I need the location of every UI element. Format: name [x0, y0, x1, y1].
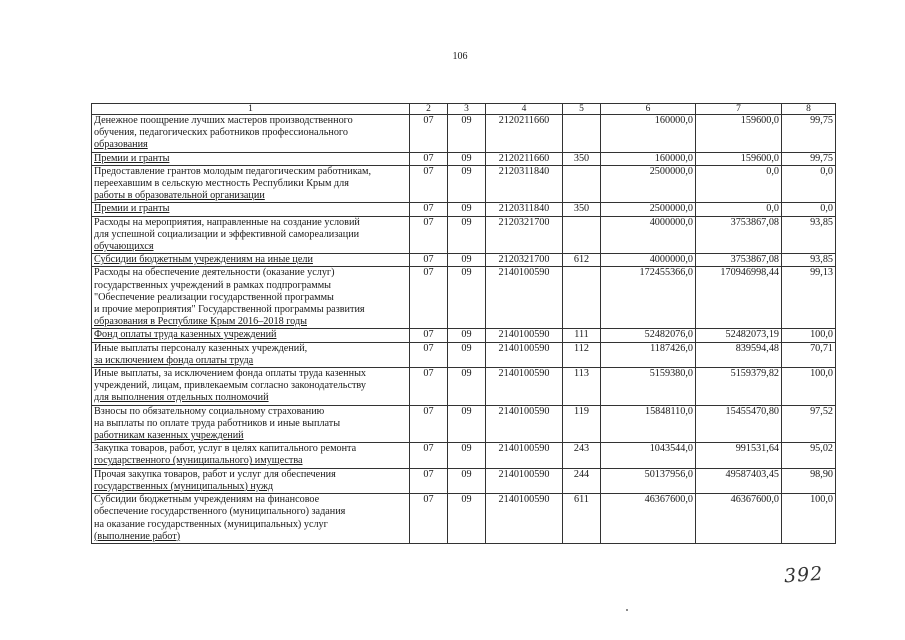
actual-amount: 3753867,08 [696, 254, 782, 267]
subsection-code: 09 [448, 152, 486, 165]
planned-amount: 1043544,0 [601, 443, 696, 468]
section-code: 07 [410, 329, 448, 342]
subsection-code: 09 [448, 405, 486, 443]
execution-percent: 99,13 [782, 267, 836, 329]
column-header: 4 [486, 104, 563, 115]
description-line: "Обеспечение реализации государственной программы [94, 291, 334, 303]
description-line: образования [94, 139, 148, 151]
description-line: обучения, педагогических работников профессионального [94, 127, 348, 139]
description-line: Взносы по обязательному социальному страхованию [94, 405, 325, 417]
column-header: 8 [782, 104, 836, 115]
section-code: 07 [410, 468, 448, 493]
table-row [92, 405, 836, 443]
execution-percent: 70,71 [782, 342, 836, 367]
row-description [92, 494, 410, 544]
subsection-code: 09 [448, 342, 486, 367]
table-row [92, 267, 836, 329]
description-line: переехавшим в сельскую местность Республики Крым для [94, 178, 349, 190]
column-header: 3 [448, 104, 486, 115]
table-row [92, 368, 836, 406]
row-description [92, 468, 410, 493]
planned-amount: 50137956,0 [601, 468, 696, 493]
actual-amount: 5159379,82 [696, 368, 782, 406]
description-line: Расходы на обеспечение деятельности (оказание услуг) [94, 267, 335, 279]
subsection-code: 09 [448, 165, 486, 203]
description-line: Премии и гранты [94, 152, 170, 164]
description-line: Субсидии бюджетным учреждениям на иные цели [94, 254, 313, 266]
execution-percent: 95,02 [782, 443, 836, 468]
expense-type-code: 350 [563, 152, 601, 165]
row-description [92, 443, 410, 468]
description-line: государственных (муниципальных) нужд [94, 480, 274, 492]
expense-type-code [563, 267, 601, 329]
description-line: работы в образовательной организации [94, 190, 265, 202]
description-line: Расходы на мероприятия, направленные на создание условий [94, 216, 360, 228]
row-description [92, 254, 410, 267]
description-line: Иные выплаты, за исключением фонда оплаты труда казенных [94, 368, 367, 380]
subsection-code: 09 [448, 368, 486, 406]
target-article-code: 2140100590 [486, 267, 563, 329]
subsection-code: 09 [448, 203, 486, 216]
execution-percent: 100,0 [782, 368, 836, 406]
actual-amount: 159600,0 [696, 152, 782, 165]
row-description [92, 405, 410, 443]
target-article-code: 2120311840 [486, 165, 563, 203]
execution-percent: 99,75 [782, 152, 836, 165]
page-number: 106 [452, 51, 468, 62]
description-line: Премии и гранты [94, 203, 170, 215]
description-line: образования в Республике Крым 2016–2018 годы [94, 316, 307, 328]
expense-type-code: 119 [563, 405, 601, 443]
execution-percent: 93,85 [782, 254, 836, 267]
description-line: за исключением фонда оплаты труда [94, 354, 254, 366]
planned-amount: 172455366,0 [601, 267, 696, 329]
table-row [92, 165, 836, 203]
expense-type-code: 111 [563, 329, 601, 342]
actual-amount: 159600,0 [696, 115, 782, 153]
description-line: обеспечение государственного (муниципального) задания [94, 506, 346, 518]
description-line: и прочие мероприятия" Государственной программы развития [94, 304, 365, 316]
execution-percent: 0,0 [782, 203, 836, 216]
actual-amount: 0,0 [696, 165, 782, 203]
description-line: обучающихся [94, 241, 154, 253]
table-row [92, 329, 836, 342]
actual-amount: 46367600,0 [696, 494, 782, 544]
subsection-code: 09 [448, 254, 486, 267]
row-description [92, 342, 410, 367]
table-row [92, 115, 836, 153]
description-line: Фонд оплаты труда казенных учреждений [94, 329, 277, 341]
table-row [92, 216, 836, 254]
subsection-code: 09 [448, 468, 486, 493]
row-description [92, 152, 410, 165]
subsection-code: 09 [448, 494, 486, 544]
section-code: 07 [410, 152, 448, 165]
section-code: 07 [410, 368, 448, 406]
section-code: 07 [410, 165, 448, 203]
description-line: Иные выплаты персоналу казенных учреждений, [94, 342, 308, 354]
description-line: Закупка товаров, работ, услуг в целях капитального ремонта [94, 443, 357, 455]
execution-percent: 99,75 [782, 115, 836, 153]
subsection-code: 09 [448, 115, 486, 153]
target-article-code: 2140100590 [486, 494, 563, 544]
execution-percent: 0,0 [782, 165, 836, 203]
planned-amount: 160000,0 [601, 152, 696, 165]
row-description [92, 203, 410, 216]
description-line: Прочая закупка товаров, работ и услуг для обеспечения [94, 468, 336, 480]
actual-amount: 15455470,80 [696, 405, 782, 443]
description-line: для успешной социализации и эффективной самореализации [94, 228, 360, 240]
expense-type-code: 244 [563, 468, 601, 493]
row-description [92, 115, 410, 153]
table-row [92, 254, 836, 267]
execution-percent: 100,0 [782, 329, 836, 342]
planned-amount: 4000000,0 [601, 254, 696, 267]
target-article-code: 2140100590 [486, 443, 563, 468]
planned-amount: 4000000,0 [601, 216, 696, 254]
section-code: 07 [410, 216, 448, 254]
section-code: 07 [410, 203, 448, 216]
planned-amount: 15848110,0 [601, 405, 696, 443]
target-article-code: 2140100590 [486, 405, 563, 443]
handwritten-sheet-number: 392 [783, 562, 824, 588]
target-article-code: 2140100590 [486, 342, 563, 367]
column-header: 2 [410, 104, 448, 115]
description-line: для выполнения отдельных полномочий [94, 392, 269, 404]
row-description [92, 267, 410, 329]
expense-type-code [563, 216, 601, 254]
expense-type-code [563, 115, 601, 153]
target-article-code: 2140100590 [486, 368, 563, 406]
description-line: на выплаты по оплате труда работников и иные выплаты [94, 417, 341, 429]
table-row [92, 203, 836, 216]
actual-amount: 991531,64 [696, 443, 782, 468]
table-row [92, 468, 836, 493]
description-line: Денежное поощрение лучших мастеров производственного [94, 115, 353, 126]
execution-percent: 100,0 [782, 494, 836, 544]
column-header: 1 [92, 104, 410, 115]
table-row [92, 152, 836, 165]
description-line: учреждений, лицам, привлекаемым согласно законодательству [94, 380, 366, 392]
row-description [92, 329, 410, 342]
description-line: Субсидии бюджетным учреждениям на финансовое [94, 494, 320, 506]
section-code: 07 [410, 267, 448, 329]
budget-table [91, 103, 836, 544]
row-description [92, 216, 410, 254]
planned-amount: 1187426,0 [601, 342, 696, 367]
expense-type-code: 612 [563, 254, 601, 267]
subsection-code: 09 [448, 267, 486, 329]
actual-amount: 52482073,19 [696, 329, 782, 342]
target-article-code: 2120311840 [486, 203, 563, 216]
target-article-code: 2120321700 [486, 216, 563, 254]
row-description [92, 165, 410, 203]
expense-type-code: 611 [563, 494, 601, 544]
row-description [92, 368, 410, 406]
planned-amount: 2500000,0 [601, 203, 696, 216]
table-row [92, 342, 836, 367]
planned-amount: 160000,0 [601, 115, 696, 153]
expense-type-code: 350 [563, 203, 601, 216]
section-code: 07 [410, 115, 448, 153]
table-row [92, 494, 836, 544]
section-code: 07 [410, 405, 448, 443]
planned-amount: 2500000,0 [601, 165, 696, 203]
planned-amount: 52482076,0 [601, 329, 696, 342]
execution-percent: 93,85 [782, 216, 836, 254]
subsection-code: 09 [448, 216, 486, 254]
expense-type-code: 113 [563, 368, 601, 406]
column-header: 6 [601, 104, 696, 115]
expense-type-code: 243 [563, 443, 601, 468]
subsection-code: 09 [448, 443, 486, 468]
target-article-code: 2120211660 [486, 115, 563, 153]
column-header: 5 [563, 104, 601, 115]
description-line: Предоставление грантов молодым педагогическим работникам, [94, 165, 372, 177]
target-article-code: 2140100590 [486, 468, 563, 493]
planned-amount: 5159380,0 [601, 368, 696, 406]
description-line: государственных учреждений в рамках подпрограммы [94, 279, 332, 291]
actual-amount: 49587403,45 [696, 468, 782, 493]
table-row [92, 443, 836, 468]
section-code: 07 [410, 342, 448, 367]
expense-type-code [563, 165, 601, 203]
section-code: 07 [410, 443, 448, 468]
table-header-row [92, 104, 836, 115]
section-code: 07 [410, 254, 448, 267]
description-line: работникам казенных учреждений [94, 430, 244, 442]
description-line: на оказание государственных (муниципальных) услуг [94, 518, 328, 530]
actual-amount: 170946998,44 [696, 267, 782, 329]
execution-percent: 98,90 [782, 468, 836, 493]
expense-type-code: 112 [563, 342, 601, 367]
planned-amount: 46367600,0 [601, 494, 696, 544]
execution-percent: 97,52 [782, 405, 836, 443]
scan-dot [626, 609, 628, 611]
target-article-code: 2120321700 [486, 254, 563, 267]
actual-amount: 839594,48 [696, 342, 782, 367]
section-code: 07 [410, 494, 448, 544]
actual-amount: 3753867,08 [696, 216, 782, 254]
description-line: государственного (муниципального) имущества [94, 455, 303, 467]
column-header: 7 [696, 104, 782, 115]
actual-amount: 0,0 [696, 203, 782, 216]
target-article-code: 2120211660 [486, 152, 563, 165]
subsection-code: 09 [448, 329, 486, 342]
target-article-code: 2140100590 [486, 329, 563, 342]
description-line: (выполнение работ) [94, 530, 181, 542]
